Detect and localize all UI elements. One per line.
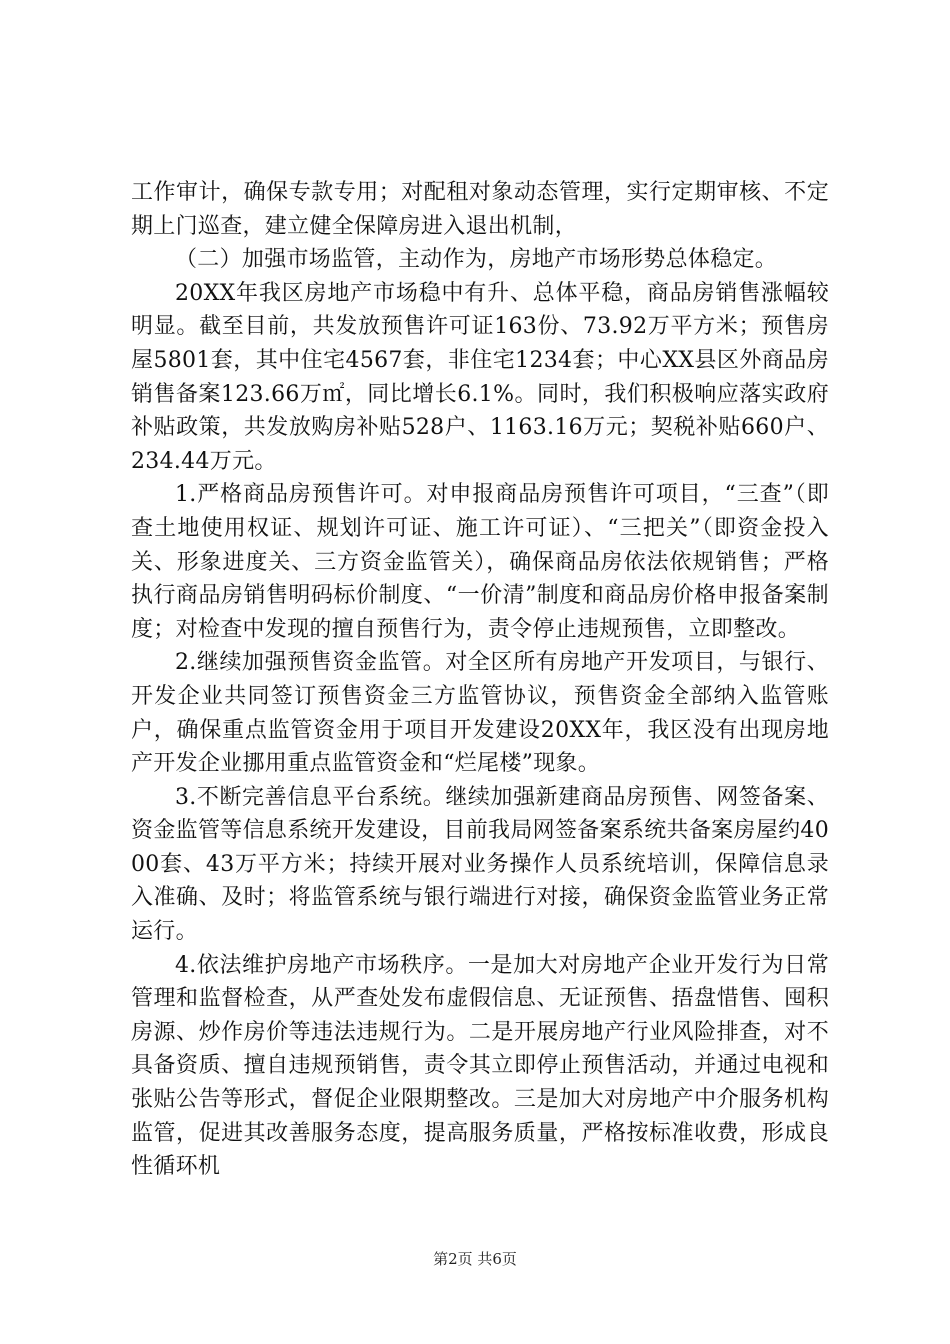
paragraph-item-1: 1.严格商品房预售许可。对申报商品房预售许可项目，“三查”（即查土地使用权证、规划许可证、施工许可证）、“三把关”（即资金投入关、形象进度关、三方资金监管关），确保商品房依法依规销售；严格执行商品房销售明码标价制度、“一价清”制度和商品房价格申报备案制度；对检查中发现的擅自预售行为，责令停止违规预售，立即整改。	[131, 482, 829, 642]
paragraph-item-4: 4.依法维护房地产市场秩序。一是加大对房地产企业开发行为日常管理和监督检查，从严查处发布虚假信息、无证预售、捂盘惜售、囤积房源、炒作房价等违法违规行为。二是开展房地产行业风险排查，对不具备资质、擅自违规预销售，责令其立即停止预售活动，并通过电视和张贴公告等形式，督促企业限期整改。三是加大对房地产中介服务机构监管，促进其改善服务态度，提高服务质量，严格按标准收费，形成良性循环机	[131, 952, 829, 1180]
section-heading: （二）加强市场监管，主动作为，房地产市场形势总体稳定。	[175, 247, 778, 273]
paragraph-continuation: 工作审计，确保专款专用；对配租对象动态管理，实行定期审核、不定期上门巡查，建立健全保障房进入退出机制，	[131, 180, 829, 239]
page-number-footer: 第2页 共6页	[433, 1250, 517, 1268]
document-body	[131, 176, 829, 1184]
paragraph-item-2: 2.继续加强预售资金监管。对全区所有房地产开发项目，与银行、开发企业共同签订预售资金三方监管协议，预售资金全部纳入监管账户，确保重点监管资金用于项目开发建设20XX年，我区没有出现房地产开发企业挪用重点监管资金和“烂尾楼”现象。	[131, 650, 829, 777]
paragraph-market-summary: 20XX年我区房地产市场稳中有升、总体平稳，商品房销售涨幅较明显。截至目前，共发放预售许可证163份、73.92万平方米；预售房屋5801套，其中住宅4567套，非住宅1234套；中心XX县区外商品房销售备案123.66万㎡，同比增长6.1%。同时，我们积极响应落实政府补贴政策，共发放购房补贴528户、1163.16万元；契税补贴660户、234.44万元。	[131, 280, 829, 474]
paragraph-item-3: 3.不断完善信息平台系统。继续加强新建商品房预售、网签备案、资金监管等信息系统开发建设，目前我局网签备案系统共备案房屋约4000套、43万平方米；持续开展对业务操作人员系统培训，保障信息录入准确、及时；将监管系统与银行端进行对接，确保资金监管业务正常运行。	[131, 784, 829, 945]
